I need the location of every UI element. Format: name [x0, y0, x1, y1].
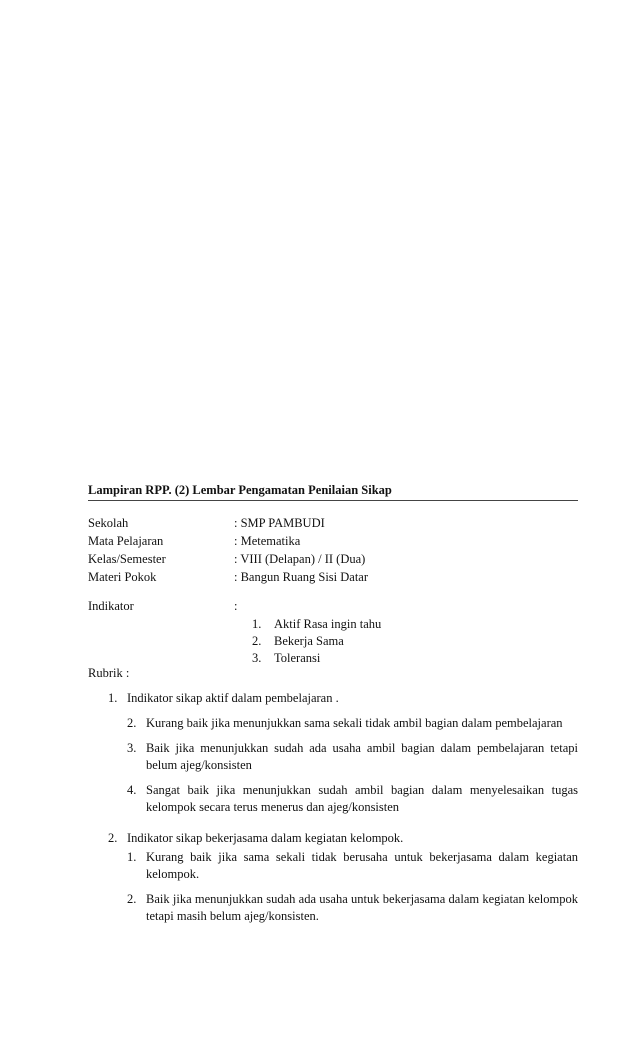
list-text: Toleransi — [274, 651, 321, 665]
info-row — [88, 569, 578, 587]
subitem-number: 2. — [127, 892, 137, 906]
subitem-text: Kurang baik jika sama sekali tidak berusaha untuk bekerjasama dalam kegiatan kelompok. — [146, 850, 578, 881]
list-item — [252, 650, 381, 667]
info-label: Materi Pokok — [88, 570, 157, 584]
subitem-number: 2. — [127, 716, 137, 730]
document-title-block — [88, 482, 578, 501]
rubrik-sublist — [127, 715, 578, 816]
rubrik-sublist — [127, 849, 578, 925]
subitem-number: 1. — [127, 850, 137, 864]
info-row — [88, 533, 578, 551]
indikator-colon: : — [234, 599, 238, 613]
info-value: : SMP PAMBUDI — [234, 516, 325, 530]
info-row — [88, 551, 578, 569]
subitem-number: 4. — [127, 783, 137, 797]
list-number: 2. — [252, 634, 262, 648]
rubrik-body — [127, 690, 578, 824]
rubrik-list — [108, 690, 578, 933]
subitem-text: Sangat baik jika menunjukkan sudah ambil bagian dalam menyelesaikan tugas kelompok secara terus menerus dan ajeg/konsisten — [146, 783, 578, 814]
info-value: : Bangun Ruang Sisi Datar — [234, 570, 369, 584]
rubrik-subitem — [127, 715, 578, 732]
rubrik-number: 1. — [108, 691, 118, 705]
identity-table — [88, 515, 578, 587]
indikator-list — [252, 616, 381, 667]
list-text: Aktif Rasa ingin tahu — [274, 617, 382, 631]
list-number: 1. — [252, 617, 262, 631]
rubrik-subitem — [127, 740, 578, 774]
info-label: Mata Pelajaran — [88, 534, 164, 548]
info-value: : Metematika — [234, 534, 301, 548]
list-text: Bekerja Sama — [274, 634, 344, 648]
info-row — [88, 515, 578, 533]
list-item — [252, 616, 381, 633]
info-label: Kelas/Semester — [88, 552, 166, 566]
indikator-label: Indikator — [88, 599, 134, 613]
document-title: Lampiran RPP. (2) Lembar Pengamatan Penilaian Sikap — [88, 483, 392, 497]
rubrik-subitem — [127, 782, 578, 816]
info-value: : VIII (Delapan) / II (Dua) — [234, 552, 366, 566]
subitem-text: Baik jika menunjukkan sudah ada usaha untuk bekerjasama dalam kegiatan kelompok tetapi masih belum ajeg/konsisten. — [146, 892, 578, 923]
indikator-row — [88, 598, 578, 616]
rubrik-heading: Indikator sikap aktif dalam pembelajaran . — [127, 691, 339, 705]
subitem-number: 3. — [127, 741, 137, 755]
rubrik-subitem — [127, 849, 578, 883]
rubrik-item — [108, 830, 578, 933]
subitem-text: Kurang baik jika menunjukkan sama sekali tidak ambil bagian dalam pembelajaran — [146, 716, 563, 730]
rubrik-body — [127, 830, 578, 933]
rubrik-item — [108, 690, 578, 824]
list-item — [252, 633, 381, 650]
info-label: Sekolah — [88, 516, 129, 530]
subitem-text: Baik jika menunjukkan sudah ada usaha ambil bagian dalam pembelajaran tetapi belum ajeg/konsisten — [146, 741, 578, 772]
rubrik-number: 2. — [108, 831, 118, 845]
list-number: 3. — [252, 651, 262, 665]
rubrik-heading: Indikator sikap bekerjasama dalam kegiatan kelompok. — [127, 831, 404, 845]
indikator-section — [88, 598, 578, 665]
rubrik-label: Rubrik : — [88, 666, 130, 680]
rubrik-subitem — [127, 891, 578, 925]
